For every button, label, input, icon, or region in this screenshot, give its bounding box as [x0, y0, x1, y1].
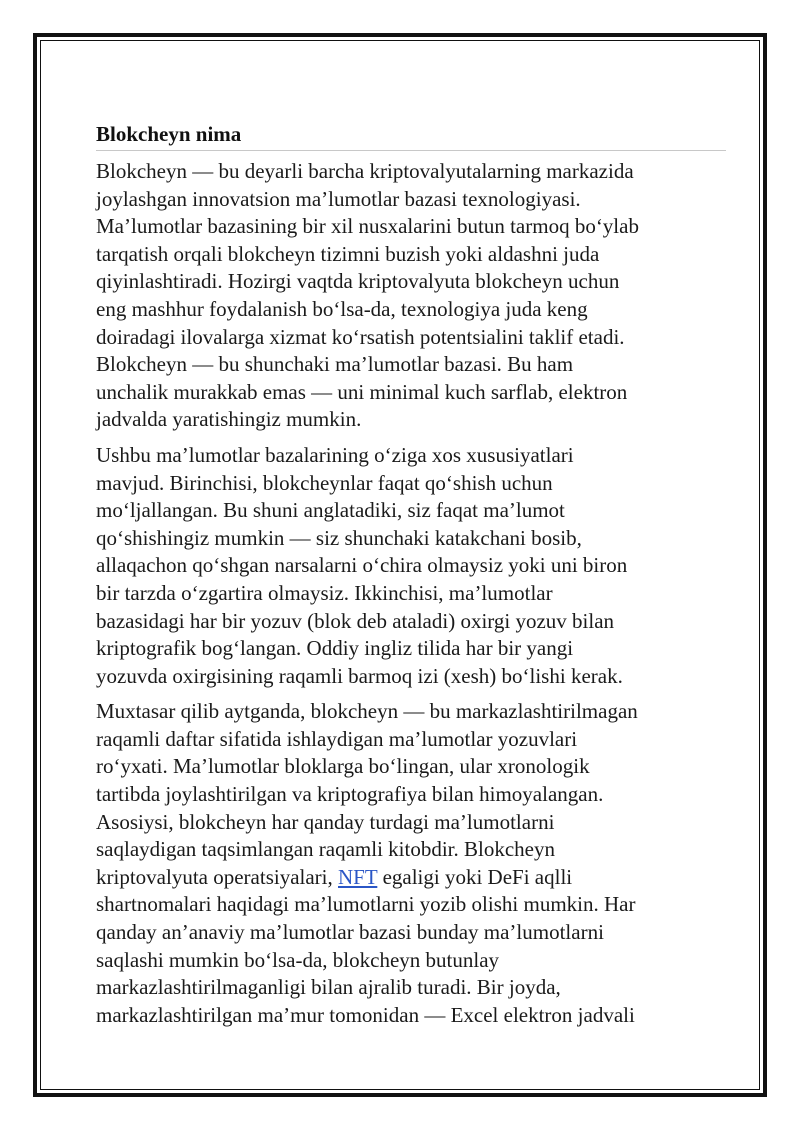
paragraph-line: qo‘shishingiz mumkin — siz shunchaki katakchani bosib,: [96, 525, 582, 550]
paragraph-line: Ma’lumotlar bazasining bir xil nusxalarini butun tarmoq bo‘ylab: [96, 214, 639, 239]
paragraph-line: Ushbu ma’lumotlar bazalarining o‘ziga xos xususiyatlari: [96, 442, 574, 467]
paragraph-line: doiradagi ilovalarga xizmat ko‘rsatish potentsialini taklif etadi.: [96, 324, 625, 349]
paragraph-line: ro‘yxati. Ma’lumotlar bloklarga bo‘lingan, ular xronologik: [96, 754, 590, 779]
paragraph-line: Blokcheyn — bu shunchaki ma’lumotlar bazasi. Bu ham: [96, 352, 574, 377]
paragraph-line: markazlashtirilmaganligi bilan ajralib turadi. Bir joyda,: [96, 975, 561, 1000]
paragraph-line: Asosiysi, blokcheyn har qanday turdagi ma’lumotlarni: [96, 809, 555, 834]
paragraph-line: shartnomalari haqidagi ma’lumotlarni yozib olishi mumkin. Har: [96, 892, 636, 917]
paragraph-line: Muxtasar qilib aytganda, blokcheyn — bu markazlashtirilmagan: [96, 699, 638, 724]
paragraph-line: joylashgan innovatsion ma’lumotlar bazasi texnologiyasi.: [96, 186, 581, 211]
paragraph-line: mavjud. Birinchisi, blokcheynlar faqat qo‘shish uchun: [96, 470, 553, 495]
paragraph-line: allaqachon qo‘shgan narsalarni o‘chira olmaysiz yoki uni biron: [96, 553, 628, 578]
paragraph-line: bazasidagi har bir yozuv (blok deb ataladi) oxirgi yozuv bilan: [96, 608, 615, 633]
paragraph-line: tartibda joylashtirilgan va kriptografiya bilan himoyalangan.: [96, 782, 604, 807]
paragraph-line: eng mashhur foydalanish bo‘lsa-da, texnologiya juda keng: [96, 296, 588, 321]
paragraph-line: qanday an’anaviy ma’lumotlar bazasi bunday ma’lumotlarni: [96, 920, 604, 945]
paragraph-line: markazlashtirilgan ma’mur tomonidan — Excel elektron jadvali: [96, 1002, 635, 1027]
paragraph-line: yozuvda oxirgisining raqamli barmoq izi (xesh) bo‘lishi kerak.: [96, 663, 623, 688]
paragraph-3: [96, 698, 726, 1029]
nft-link[interactable]: NFT: [338, 864, 378, 889]
section-heading: Blokcheyn nima: [96, 120, 726, 151]
paragraph-line: qiyinlashtiradi. Hozirgi vaqtda kriptovalyuta blokcheyn uchun: [96, 269, 620, 294]
paragraph-line: jadvalda yaratishingiz mumkin.: [96, 407, 362, 432]
paragraph-line: unchalik murakkab emas — uni minimal kuch sarflab, elektron: [96, 379, 628, 404]
paragraph-line: raqamli daftar sifatida ishlaydigan ma’lumotlar yozuvlari: [96, 726, 578, 751]
link-line-prefix: kriptovalyuta operatsiyalari,: [96, 864, 339, 889]
paragraph-2: [96, 442, 726, 690]
paragraph-line: mo‘ljallangan. Bu shuni anglatadiki, siz faqat ma’lumot: [96, 498, 565, 523]
paragraph-line: bir tarzda o‘zgartira olmaysiz. Ikkinchisi, ma’lumotlar: [96, 580, 553, 605]
document-body: [96, 120, 726, 1029]
paragraph-line: kriptografik bog‘langan. Oddiy ingliz tilida har bir yangi: [96, 636, 574, 661]
paragraph-line: Blokcheyn — bu deyarli barcha kriptovalyutalarning markazida: [96, 159, 634, 183]
paragraph-line-with-link: [96, 864, 726, 892]
paragraph-line: saqlashi mumkin bo‘lsa-da, blokcheyn butunlay: [96, 947, 500, 972]
link-line-suffix: egaligi yoki DeFi aqlli: [377, 864, 573, 889]
paragraph-1: [96, 158, 726, 434]
paragraph-line: saqlaydigan taqsimlangan raqamli kitobdir. Blokcheyn: [96, 837, 555, 862]
paragraph-line: tarqatish orqali blokcheyn tizimni buzish yoki aldashni juda: [96, 241, 600, 266]
